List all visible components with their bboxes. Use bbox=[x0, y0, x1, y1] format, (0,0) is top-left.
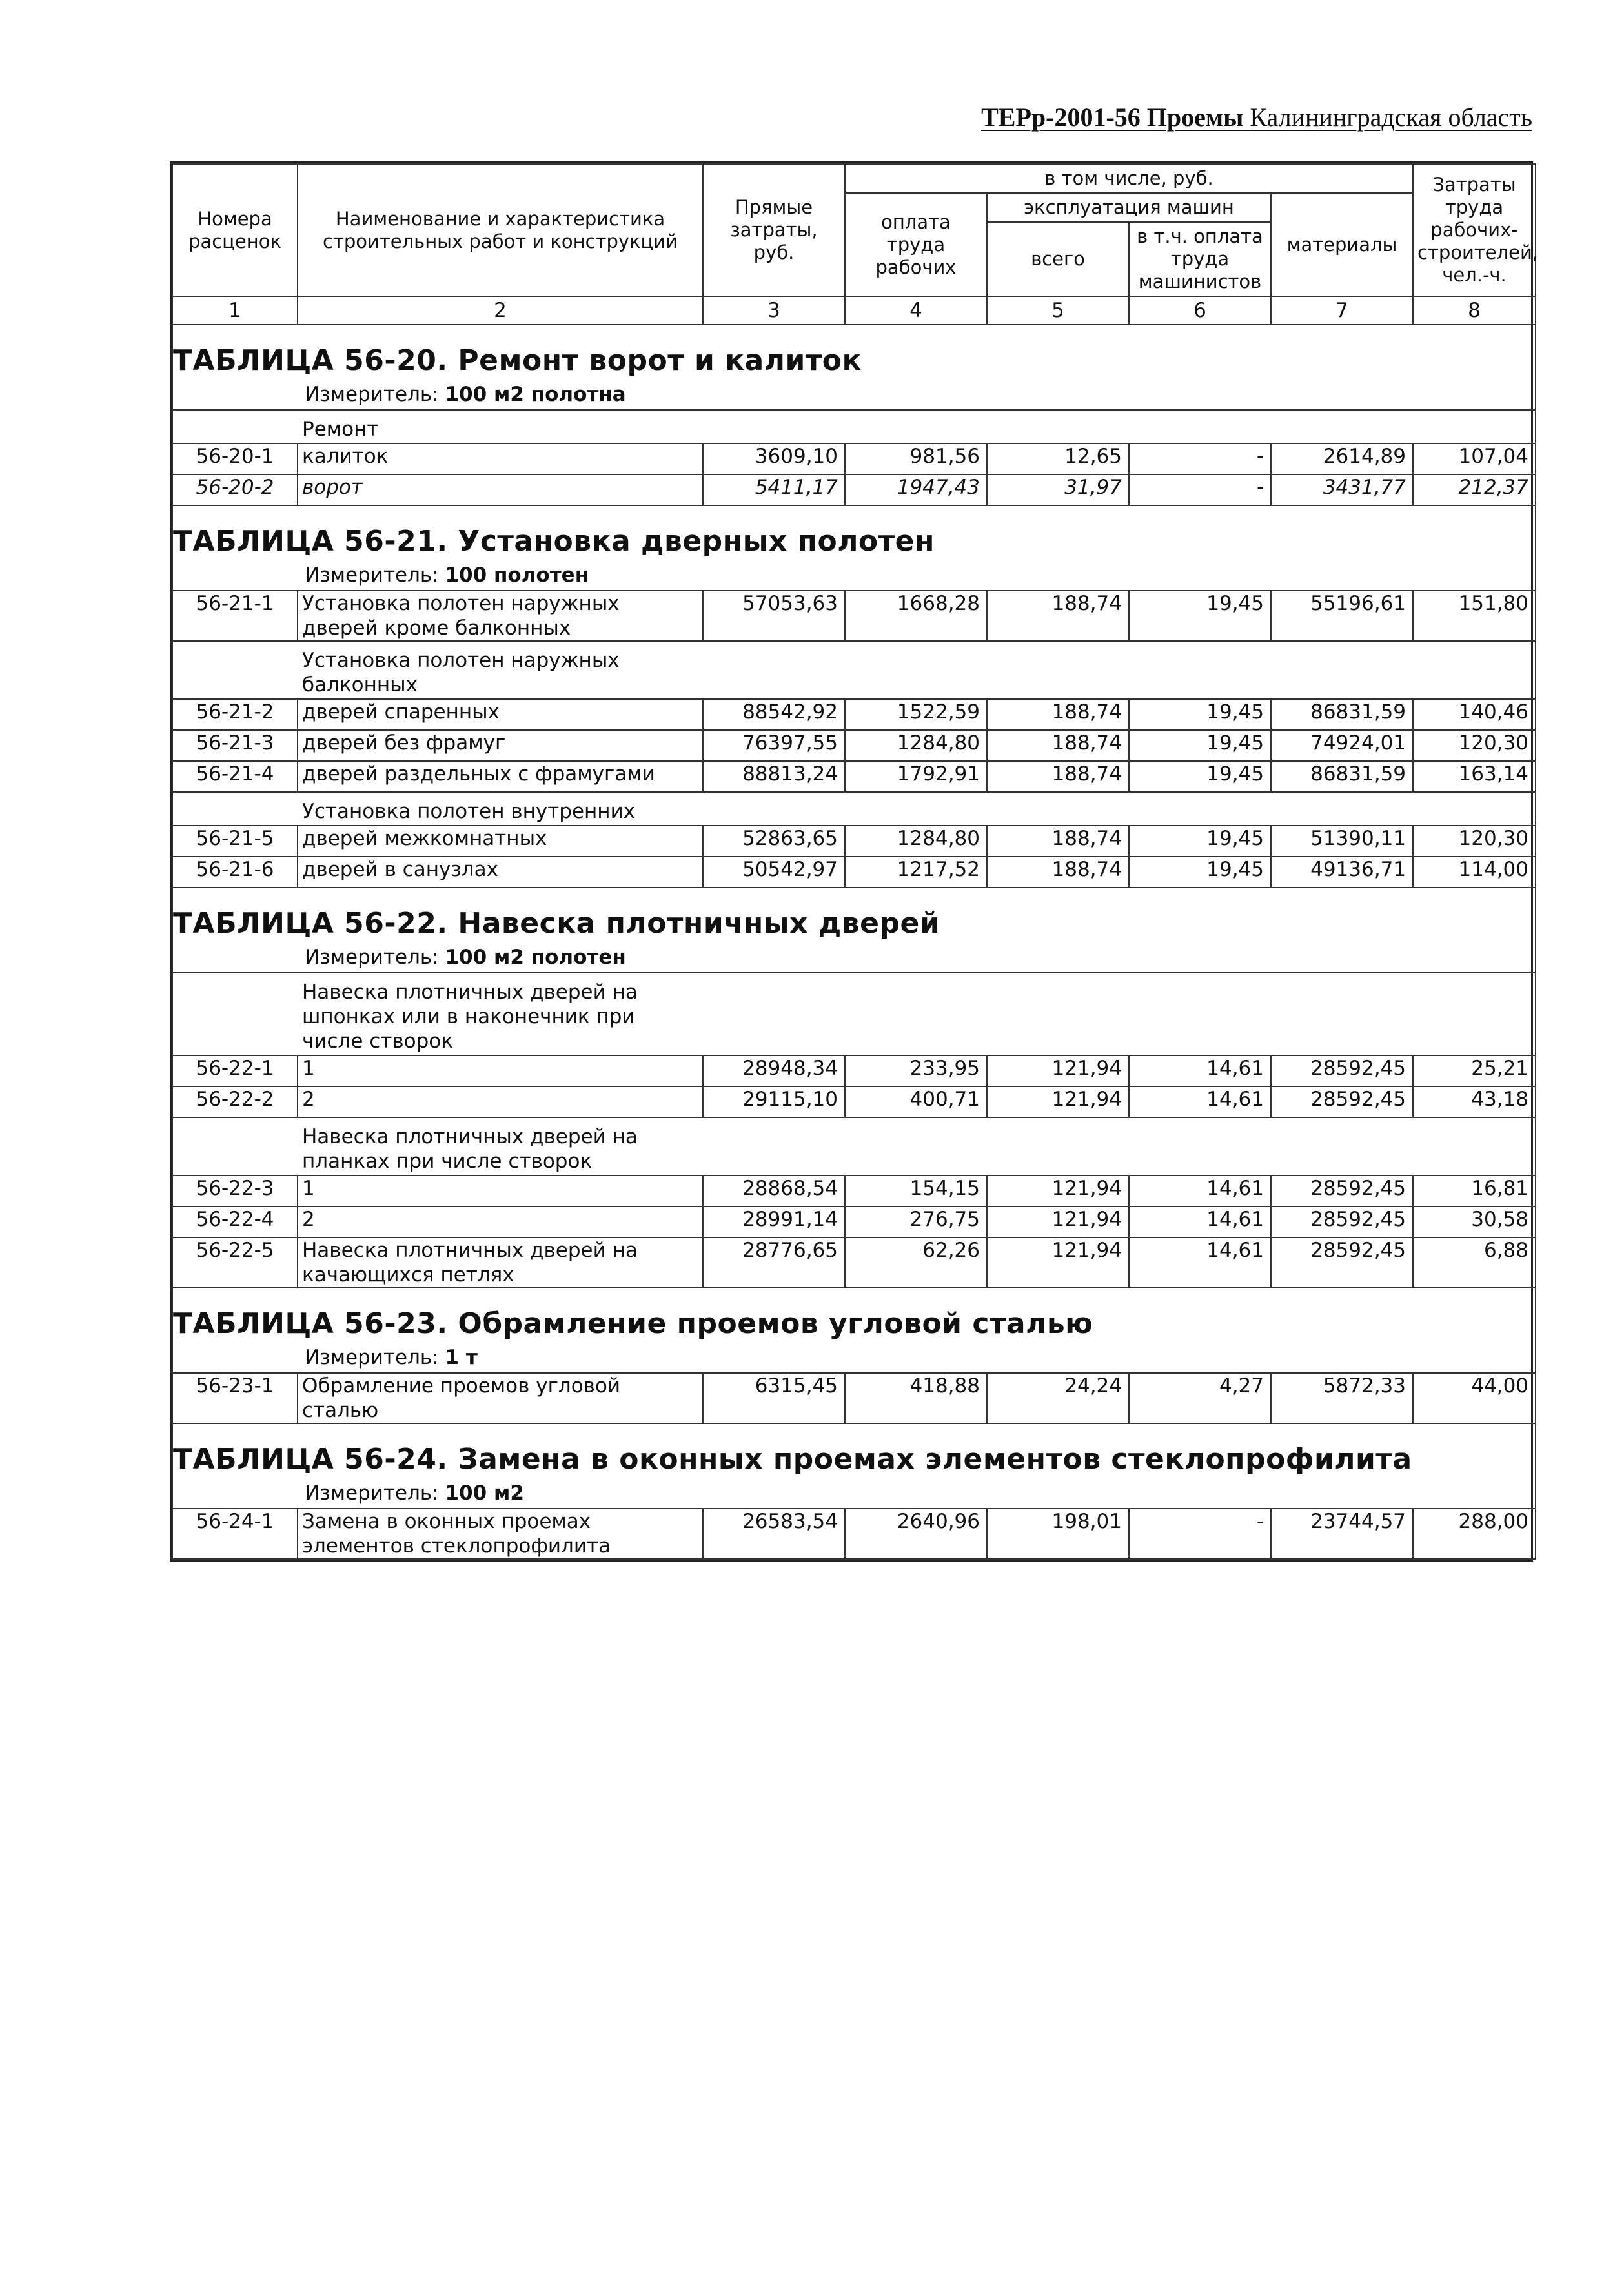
materials-cost: 74924,01 bbox=[1271, 730, 1413, 761]
materials-cost: 23744,57 bbox=[1271, 1509, 1413, 1559]
group-subtitle-row bbox=[172, 410, 1536, 443]
direct-cost: 3609,10 bbox=[703, 443, 845, 474]
rate-code: 56-21-6 bbox=[172, 857, 298, 888]
region-name: Калининградская область bbox=[1250, 103, 1532, 132]
worker-hours: 6,88 bbox=[1413, 1237, 1536, 1288]
machine-labor-cost: 19,45 bbox=[1129, 826, 1271, 857]
worker-hours: 120,30 bbox=[1413, 826, 1536, 857]
rate-code: 56-21-4 bbox=[172, 761, 298, 792]
materials-cost: 28592,45 bbox=[1271, 1055, 1413, 1086]
rate-code: 56-20-2 bbox=[172, 474, 298, 505]
materials-cost: 28592,45 bbox=[1271, 1206, 1413, 1237]
direct-cost: 26583,54 bbox=[703, 1509, 845, 1559]
machine-labor-cost: - bbox=[1129, 1509, 1271, 1559]
section-title-row bbox=[172, 888, 1536, 944]
machine-cost: 121,94 bbox=[987, 1237, 1129, 1288]
labor-cost: 1522,59 bbox=[845, 699, 987, 730]
rate-code: 56-20-1 bbox=[172, 443, 298, 474]
materials-cost: 51390,11 bbox=[1271, 826, 1413, 857]
worker-hours: 114,00 bbox=[1413, 857, 1536, 888]
labor-cost: 1792,91 bbox=[845, 761, 987, 792]
group-subtitle: Установка полотен наружных балконных bbox=[298, 641, 703, 699]
table-row bbox=[172, 699, 1536, 730]
worker-hours: 43,18 bbox=[1413, 1086, 1536, 1117]
document-code: ТЕРр-2001-56 Проемы bbox=[981, 103, 1244, 132]
work-name: дверей без фрамуг bbox=[298, 730, 703, 761]
labor-cost: 276,75 bbox=[845, 1206, 987, 1237]
col-number: 3 bbox=[703, 296, 845, 325]
materials-cost: 49136,71 bbox=[1271, 857, 1413, 888]
machine-labor-cost: - bbox=[1129, 443, 1271, 474]
rate-code: 56-22-1 bbox=[172, 1055, 298, 1086]
machine-cost: 121,94 bbox=[987, 1176, 1129, 1206]
worker-hours: 16,81 bbox=[1413, 1176, 1536, 1206]
worker-hours: 30,58 bbox=[1413, 1206, 1536, 1237]
direct-cost: 88542,92 bbox=[703, 699, 845, 730]
measure-label: Измеритель: bbox=[305, 1481, 445, 1505]
work-name: 2 bbox=[298, 1086, 703, 1117]
machine-cost: 12,65 bbox=[987, 443, 1129, 474]
machine-cost: 188,74 bbox=[987, 591, 1129, 641]
labor-cost: 233,95 bbox=[845, 1055, 987, 1086]
work-name: дверей межкомнатных bbox=[298, 826, 703, 857]
labor-cost: 1947,43 bbox=[845, 474, 987, 505]
table-row bbox=[172, 443, 1536, 474]
col-header-machines-total: всего bbox=[987, 222, 1129, 296]
col-header-machines-labor: в т.ч. оплата труда машинистов bbox=[1129, 222, 1271, 296]
table-row bbox=[172, 474, 1536, 505]
table-header bbox=[172, 164, 1539, 325]
measure-value: 1 т bbox=[445, 1346, 478, 1369]
work-name: калиток bbox=[298, 443, 703, 474]
rate-code: 56-22-3 bbox=[172, 1176, 298, 1206]
table-row bbox=[172, 1055, 1536, 1086]
section-title: ТАБЛИЦА 56-20. Ремонт ворот и калиток bbox=[172, 325, 1536, 381]
labor-cost: 1284,80 bbox=[845, 730, 987, 761]
direct-cost: 28868,54 bbox=[703, 1176, 845, 1206]
materials-cost: 55196,61 bbox=[1271, 591, 1413, 641]
direct-cost: 76397,55 bbox=[703, 730, 845, 761]
price-table bbox=[172, 163, 1539, 1560]
direct-cost: 28948,34 bbox=[703, 1055, 845, 1086]
direct-cost: 57053,63 bbox=[703, 591, 845, 641]
group-subtitle-row bbox=[172, 641, 1536, 699]
col-header-incl: в том числе, руб. bbox=[845, 164, 1413, 193]
materials-cost: 2614,89 bbox=[1271, 443, 1413, 474]
machine-cost: 188,74 bbox=[987, 857, 1129, 888]
group-subtitle: Навеска плотничных дверей на шпонках или в наконечник при числе створок bbox=[298, 973, 703, 1055]
table-row bbox=[172, 1176, 1536, 1206]
labor-cost: 1284,80 bbox=[845, 826, 987, 857]
section-title-row bbox=[172, 1288, 1536, 1344]
rate-code: 56-22-4 bbox=[172, 1206, 298, 1237]
worker-hours: 140,46 bbox=[1413, 699, 1536, 730]
col-header-labor: оплата труда рабочих bbox=[845, 193, 987, 296]
measure-row bbox=[172, 381, 1536, 410]
price-table-sheet bbox=[170, 161, 1539, 1562]
materials-cost: 3431,77 bbox=[1271, 474, 1413, 505]
work-name: Установка полотен наружных дверей кроме балконных bbox=[298, 591, 703, 641]
section-title-row bbox=[172, 505, 1536, 562]
col-header-materials: материалы bbox=[1271, 193, 1413, 296]
group-subtitle: Навеска плотничных дверей на планках при числе створок bbox=[298, 1117, 703, 1176]
table-row bbox=[172, 1206, 1536, 1237]
materials-cost: 28592,45 bbox=[1271, 1176, 1413, 1206]
work-name: дверей в санузлах bbox=[298, 857, 703, 888]
rate-code: 56-21-3 bbox=[172, 730, 298, 761]
col-number: 6 bbox=[1129, 296, 1271, 325]
measure-label: Измеритель: bbox=[305, 383, 445, 406]
measure-row bbox=[172, 1344, 1536, 1373]
rate-code: 56-21-2 bbox=[172, 699, 298, 730]
machine-labor-cost: 19,45 bbox=[1129, 730, 1271, 761]
worker-hours: 107,04 bbox=[1413, 443, 1536, 474]
measure-value: 100 м2 полотна bbox=[445, 383, 626, 406]
machine-cost: 24,24 bbox=[987, 1373, 1129, 1423]
group-subtitle-row bbox=[172, 792, 1536, 826]
work-name: Замена в оконных проемах элементов стеклопрофилита bbox=[298, 1509, 703, 1559]
worker-hours: 25,21 bbox=[1413, 1055, 1536, 1086]
table-row bbox=[172, 1237, 1536, 1288]
machine-labor-cost: 14,61 bbox=[1129, 1086, 1271, 1117]
col-number: 2 bbox=[298, 296, 703, 325]
machine-cost: 198,01 bbox=[987, 1509, 1129, 1559]
machine-labor-cost: 19,45 bbox=[1129, 761, 1271, 792]
table-row bbox=[172, 1509, 1536, 1559]
col-number: 8 bbox=[1413, 296, 1536, 325]
rate-code: 56-21-5 bbox=[172, 826, 298, 857]
worker-hours: 163,14 bbox=[1413, 761, 1536, 792]
table-row bbox=[172, 826, 1536, 857]
direct-cost: 88813,24 bbox=[703, 761, 845, 792]
document-header bbox=[981, 102, 1532, 132]
machine-cost: 31,97 bbox=[987, 474, 1129, 505]
rate-code: 56-21-1 bbox=[172, 591, 298, 641]
worker-hours: 212,37 bbox=[1413, 474, 1536, 505]
table-row bbox=[172, 730, 1536, 761]
labor-cost: 418,88 bbox=[845, 1373, 987, 1423]
work-name: дверей спаренных bbox=[298, 699, 703, 730]
section-title: ТАБЛИЦА 56-24. Замена в оконных проемах элементов стеклопрофилита bbox=[172, 1423, 1536, 1480]
table-row bbox=[172, 1086, 1536, 1117]
machine-labor-cost: 14,61 bbox=[1129, 1237, 1271, 1288]
machine-cost: 188,74 bbox=[987, 761, 1129, 792]
measure-value: 100 м2 полотен bbox=[445, 946, 626, 969]
rate-code: 56-24-1 bbox=[172, 1509, 298, 1559]
table-body bbox=[172, 325, 1536, 1559]
rate-code: 56-23-1 bbox=[172, 1373, 298, 1423]
worker-hours: 151,80 bbox=[1413, 591, 1536, 641]
measure-row bbox=[172, 944, 1536, 973]
col-header-code: Номера расценок bbox=[172, 164, 298, 296]
col-number: 5 bbox=[987, 296, 1129, 325]
rate-code: 56-22-5 bbox=[172, 1237, 298, 1288]
labor-cost: 400,71 bbox=[845, 1086, 987, 1117]
col-header-workers: Затраты труда рабочих-строителей, чел.-ч. bbox=[1413, 164, 1536, 296]
work-name: 1 bbox=[298, 1055, 703, 1086]
section-title-row bbox=[172, 1423, 1536, 1480]
direct-cost: 5411,17 bbox=[703, 474, 845, 505]
machine-cost: 121,94 bbox=[987, 1086, 1129, 1117]
direct-cost: 29115,10 bbox=[703, 1086, 845, 1117]
machine-cost: 188,74 bbox=[987, 826, 1129, 857]
measure-unit bbox=[298, 1344, 1536, 1373]
labor-cost: 1217,52 bbox=[845, 857, 987, 888]
measure-value: 100 полотен bbox=[445, 564, 589, 587]
machine-labor-cost: 19,45 bbox=[1129, 699, 1271, 730]
group-subtitle: Установка полотен внутренних bbox=[298, 792, 703, 826]
labor-cost: 1668,28 bbox=[845, 591, 987, 641]
measure-unit bbox=[298, 562, 1536, 591]
measure-row bbox=[172, 562, 1536, 591]
work-name: Навеска плотничных дверей на качающихся петлях bbox=[298, 1237, 703, 1288]
work-name: ворот bbox=[298, 474, 703, 505]
machine-cost: 188,74 bbox=[987, 699, 1129, 730]
direct-cost: 28991,14 bbox=[703, 1206, 845, 1237]
group-subtitle-row bbox=[172, 973, 1536, 1055]
table-row bbox=[172, 857, 1536, 888]
direct-cost: 50542,97 bbox=[703, 857, 845, 888]
worker-hours: 288,00 bbox=[1413, 1509, 1536, 1559]
worker-hours: 44,00 bbox=[1413, 1373, 1536, 1423]
col-header-machines: эксплуатация машин bbox=[987, 193, 1271, 222]
materials-cost: 5872,33 bbox=[1271, 1373, 1413, 1423]
group-subtitle: Ремонт bbox=[298, 410, 703, 443]
machine-labor-cost: 14,61 bbox=[1129, 1176, 1271, 1206]
worker-hours: 120,30 bbox=[1413, 730, 1536, 761]
materials-cost: 86831,59 bbox=[1271, 761, 1413, 792]
direct-cost: 52863,65 bbox=[703, 826, 845, 857]
machine-labor-cost: 14,61 bbox=[1129, 1055, 1271, 1086]
work-name: Обрамление проемов угловой сталью bbox=[298, 1373, 703, 1423]
measure-unit bbox=[298, 1480, 1536, 1509]
section-title: ТАБЛИЦА 56-23. Обрамление проемов угловой сталью bbox=[172, 1288, 1536, 1344]
materials-cost: 86831,59 bbox=[1271, 699, 1413, 730]
machine-labor-cost: 4,27 bbox=[1129, 1373, 1271, 1423]
labor-cost: 2640,96 bbox=[845, 1509, 987, 1559]
measure-unit bbox=[298, 944, 1536, 973]
machine-cost: 121,94 bbox=[987, 1055, 1129, 1086]
machine-labor-cost: - bbox=[1129, 474, 1271, 505]
work-name: дверей раздельных с фрамугами bbox=[298, 761, 703, 792]
table-row bbox=[172, 591, 1536, 641]
col-header-direct: Прямые затраты, руб. bbox=[703, 164, 845, 296]
direct-cost: 6315,45 bbox=[703, 1373, 845, 1423]
rate-code: 56-22-2 bbox=[172, 1086, 298, 1117]
materials-cost: 28592,45 bbox=[1271, 1086, 1413, 1117]
table-row bbox=[172, 761, 1536, 792]
measure-unit bbox=[298, 381, 1536, 410]
materials-cost: 28592,45 bbox=[1271, 1237, 1413, 1288]
labor-cost: 62,26 bbox=[845, 1237, 987, 1288]
col-header-name: Наименование и характеристика строительных работ и конструкций bbox=[298, 164, 703, 296]
machine-cost: 188,74 bbox=[987, 730, 1129, 761]
measure-row bbox=[172, 1480, 1536, 1509]
work-name: 2 bbox=[298, 1206, 703, 1237]
machine-labor-cost: 19,45 bbox=[1129, 591, 1271, 641]
measure-label: Измеритель: bbox=[305, 1346, 445, 1369]
section-title-row bbox=[172, 325, 1536, 381]
labor-cost: 981,56 bbox=[845, 443, 987, 474]
measure-label: Измеритель: bbox=[305, 564, 445, 587]
measure-label: Измеритель: bbox=[305, 946, 445, 969]
machine-labor-cost: 14,61 bbox=[1129, 1206, 1271, 1237]
group-subtitle-row bbox=[172, 1117, 1536, 1176]
table-row bbox=[172, 1373, 1536, 1423]
col-number: 7 bbox=[1271, 296, 1413, 325]
labor-cost: 154,15 bbox=[845, 1176, 987, 1206]
machine-labor-cost: 19,45 bbox=[1129, 857, 1271, 888]
machine-cost: 121,94 bbox=[987, 1206, 1129, 1237]
col-number: 4 bbox=[845, 296, 987, 325]
section-title: ТАБЛИЦА 56-22. Навеска плотничных дверей bbox=[172, 888, 1536, 944]
work-name: 1 bbox=[298, 1176, 703, 1206]
measure-value: 100 м2 bbox=[445, 1481, 524, 1505]
direct-cost: 28776,65 bbox=[703, 1237, 845, 1288]
section-title: ТАБЛИЦА 56-21. Установка дверных полотен bbox=[172, 505, 1536, 562]
col-number: 1 bbox=[172, 296, 298, 325]
